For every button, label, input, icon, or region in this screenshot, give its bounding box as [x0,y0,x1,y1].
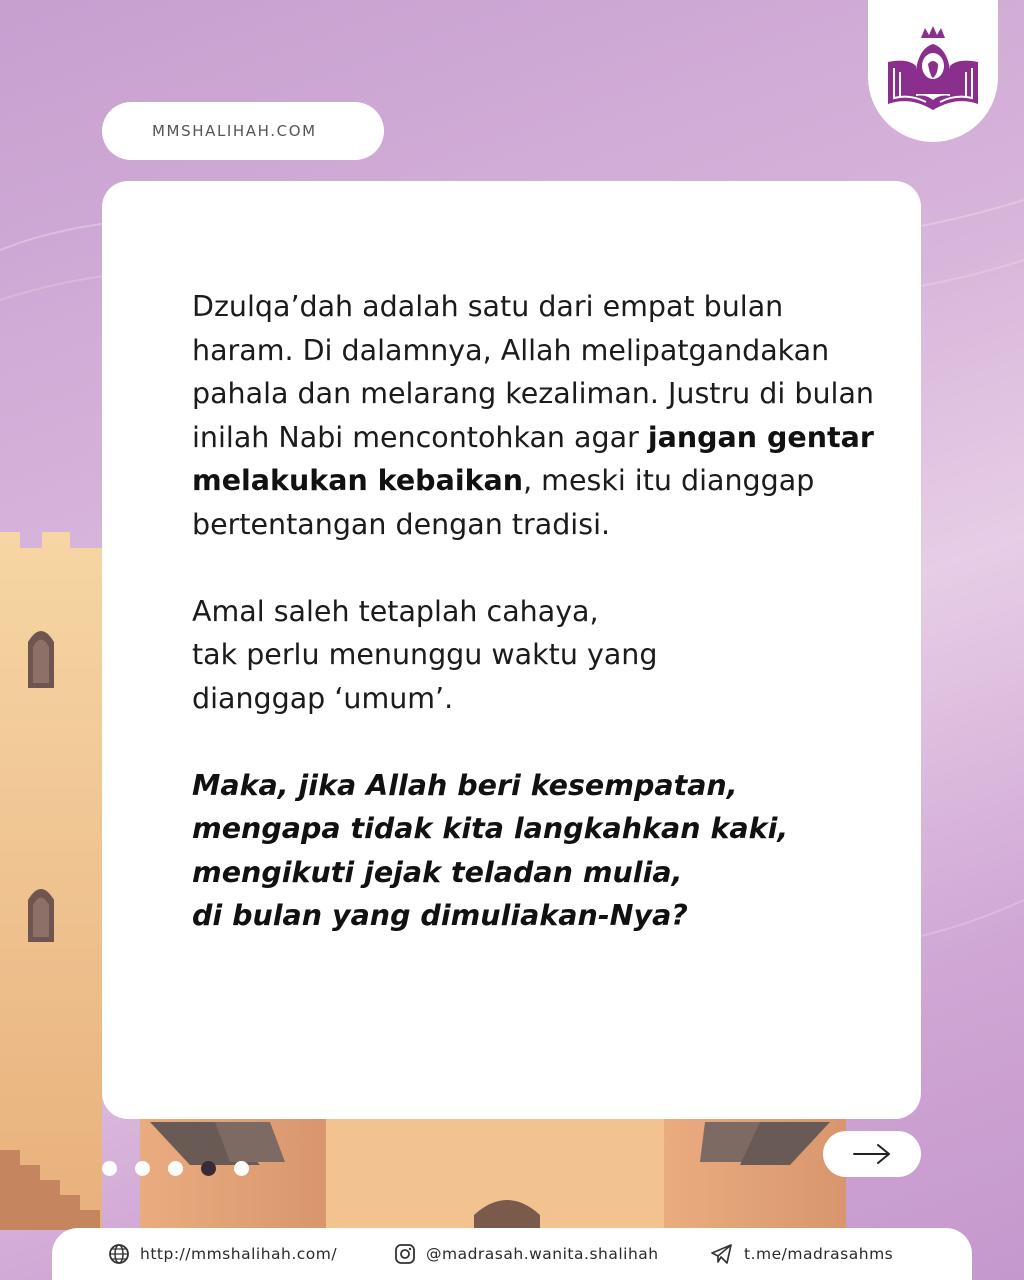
telegram-text: t.me/madrasahms [744,1245,894,1263]
website-text: http://mmshalihah.com/ [140,1245,338,1263]
closing-line-2: mengapa tidak kita langkahkan kaki, [192,812,789,845]
instagram-link[interactable] [394,1243,710,1265]
paragraph-intro [192,285,892,546]
arrow-right-icon [852,1142,892,1166]
telegram-link[interactable] [710,1243,893,1265]
paragraph-intro-text: Dzulqa’dah adalah satu dari empat bulan haram. Di dalamnya, Allah melipatgandakan pahala dan melarang kezaliman. Justru di bulan inilah Nabi mencontohkan agar [192,290,874,454]
globe-icon [108,1243,130,1265]
footer-bar [52,1228,972,1280]
closing-line-4: di bulan yang dimuliakan-Nya? [192,899,688,932]
closing-line-3: mengikuti jejak teladan mulia, [192,855,683,889]
logo-badge[interactable] [868,0,998,142]
paragraph-intro-end: , meski itu dianggap bertentangan dengan tradisi. [192,464,815,541]
pagination-dot[interactable] [102,1161,117,1176]
pagination-dot[interactable] [168,1161,183,1176]
amal-line-2: tak perlu menunggu waktu yang [192,638,658,671]
instagram-icon [394,1243,416,1265]
pagination-dot-active[interactable] [201,1161,216,1176]
pagination-dot[interactable] [234,1161,249,1176]
amal-line-1: Amal saleh tetaplah cahaya, [192,594,599,628]
telegram-icon [710,1243,734,1265]
pagination-dots [102,1161,249,1176]
card-text [192,285,892,938]
paragraph-amal [192,590,892,721]
site-label: MMSHALIHAH.COM [102,102,384,160]
website-link[interactable] [108,1243,394,1265]
closing-line-1: Maka, jika Allah beri kesempatan, [192,768,738,802]
left-tower [0,532,102,1230]
amal-line-3: dianggap ‘umum’. [192,681,454,715]
pagination-dot[interactable] [135,1161,150,1176]
next-button[interactable] [823,1131,921,1177]
instagram-text: @madrasah.wanita.shalihah [426,1245,659,1263]
content-card [102,181,921,1119]
madrasah-logo-icon [880,24,986,114]
closing-question [192,764,892,938]
paragraph-intro-bold: jangan gentar melakukan kebaikan [192,420,874,497]
